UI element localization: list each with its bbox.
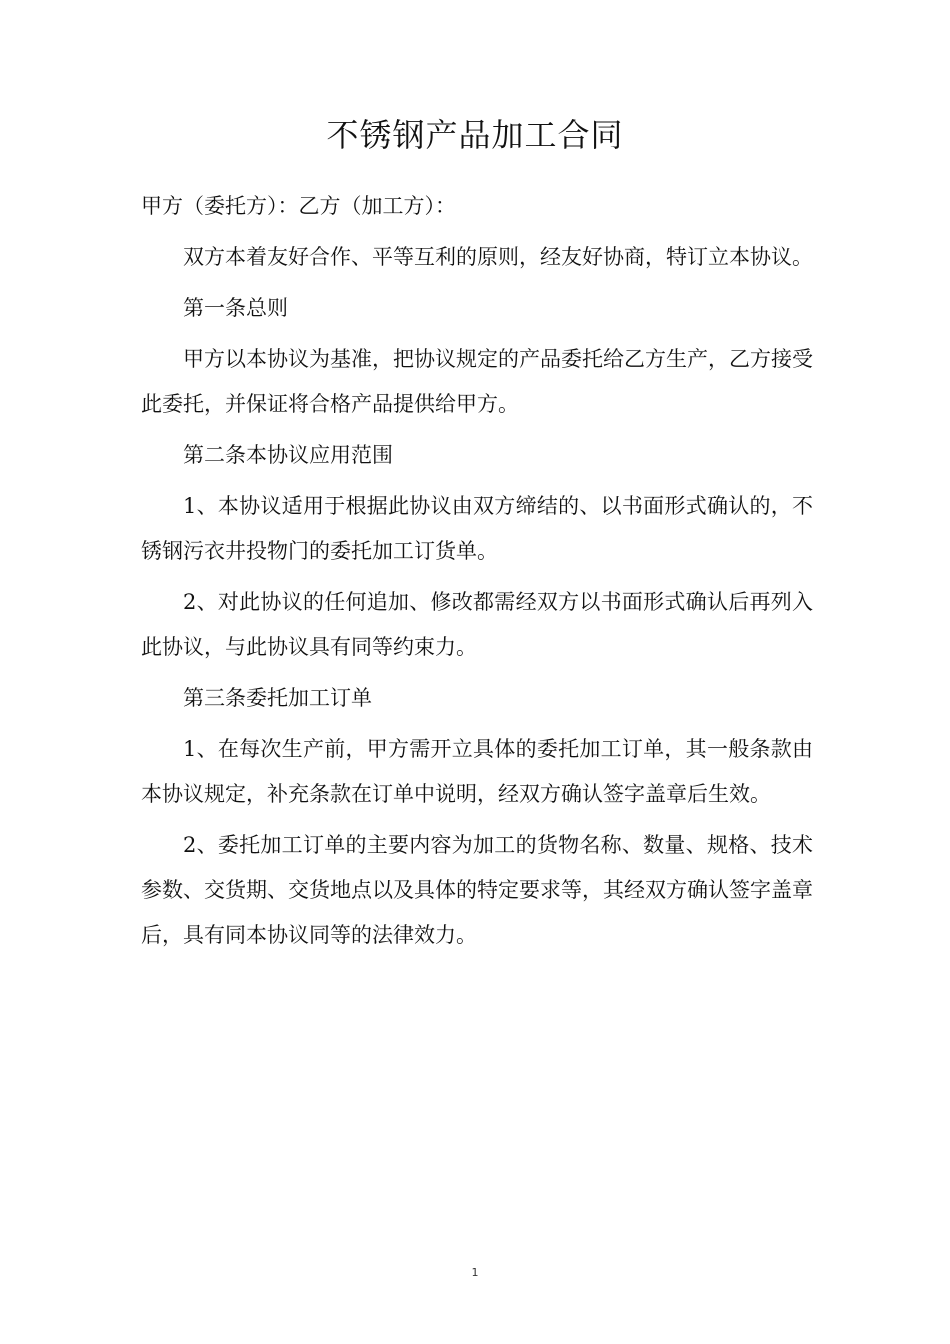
section-heading-3: 第三条委托加工订单 [183,686,372,710]
parties-line: 甲方（委托方）：乙方（加工方）： [141,194,456,218]
paragraph-order-1: 1、在每次生产前，甲方需开立具体的委托加工订单，其一般条款由本协议规定，补充条款在订单中说明，经双方确认签字盖章后生效。 [141,737,813,806]
document-body [141,184,813,964]
section-heading-2: 第二条本协议应用范围 [183,443,393,467]
page-number: 1 [471,1266,479,1279]
section-heading-1: 第一条总则 [183,296,288,320]
document-title: 不锈钢产品加工合同 [326,116,624,154]
paragraph-general: 甲方以本协议为基准，把协议规定的产品委托给乙方生产，乙方接受此委托，并保证将合格产品提供给甲方。 [141,347,813,416]
paragraph-scope-2: 2、对此协议的任何追加、修改都需经双方以书面形式确认后再列入此协议，与此协议具有同等约束力。 [141,590,813,659]
paragraph-order-2: 2、委托加工订单的主要内容为加工的货物名称、数量、规格、技术参数、交货期、交货地点以及具体的特定要求等，其经双方确认签字盖章后，具有同本协议同等的法律效力。 [141,833,813,947]
paragraph-scope-1: 1、本协议适用于根据此协议由双方缔结的、以书面形式确认的，不锈钢污衣井投物门的委托加工订货单。 [141,494,813,563]
paragraph-intro: 双方本着友好合作、平等互利的原则，经友好协商，特订立本协议。 [183,245,813,269]
